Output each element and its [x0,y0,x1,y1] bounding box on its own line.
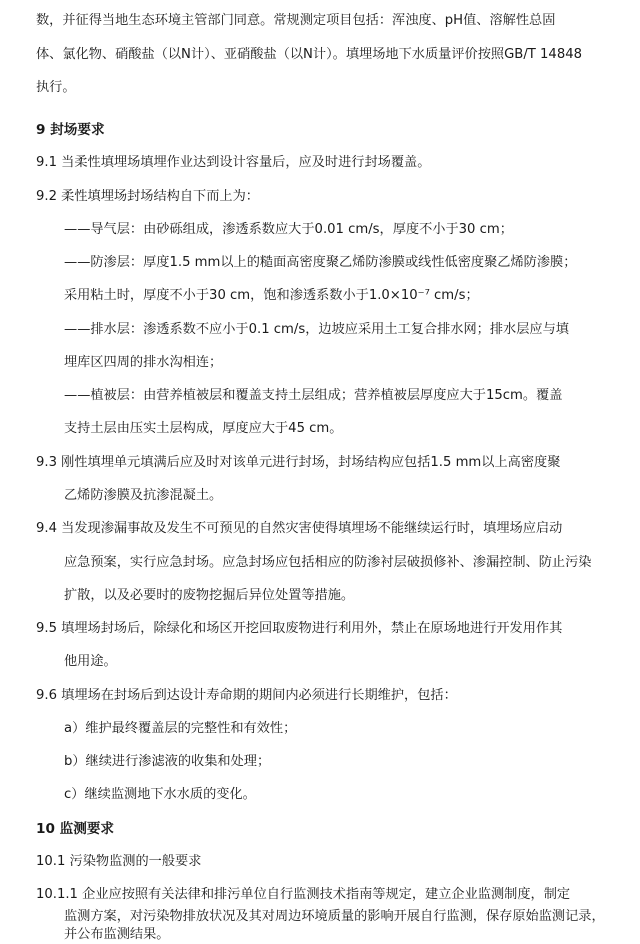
clause-10-1-1-cont: 监测方案，对污染物排放状况及其对周边环境质量的影响开展自行监测，保存原始监测记录， [64,909,605,924]
list-item-gas-layer: ——导气层：由砂砾组成，渗透系数应大于0.01 cm/s，厚度不小于30 cm； [64,222,513,237]
section-heading-10: 10 监测要求 [36,821,115,837]
clause-9-3-cont: 乙烯防渗膜及抗渗混凝土。 [64,488,223,503]
clause-9-3: 9.3 刚性填埋单元填满后应及时对该单元进行封场，封场结构应包括1.5 mm以上高密度聚 [36,455,561,470]
clause-9-2: 9.2 柔性填埋场封场结构自下而上为： [36,189,259,204]
paragraph-line: 体、氯化物、硝酸盐（以N计）、亚硝酸盐（以N计）。填埋场地下水质量评价按照GB/T 14848 [36,47,582,62]
section-heading-9: 9 封场要求 [36,122,105,138]
paragraph-line: 执行。 [36,80,76,95]
list-item-seepage-layer-cont: 采用粘土时，厚度不小于30 cm，饱和渗透系数小于1.0×10⁻⁷ cm/s； [64,288,479,303]
clause-9-1: 9.1 当柔性填埋场填埋作业达到设计容量后，应及时进行封场覆盖。 [36,155,431,170]
list-item-c: c）继续监测地下水水质的变化。 [64,787,256,802]
clause-9-4-cont: 应急预案，实行应急封场。应急封场应包括相应的防渗衬层破损修补、渗漏控制、防止污染 [64,555,592,570]
clause-10-1-1: 10.1.1 企业应按照有关法律和排污单位自行监测技术指南等规定，建立企业监测制度，制定 [36,887,571,902]
list-item-drainage-layer-cont: 埋库区四周的排水沟相连； [64,355,223,370]
clause-9-4: 9.4 当发现渗漏事故及发生不可预见的自然灾害使得填埋场不能继续运行时，填埋场应启动 [36,521,563,536]
list-item-vegetation-layer-cont: 支持土层由压实土层构成，厚度应大于45 cm。 [64,421,343,436]
clause-9-6: 9.6 填埋场在封场后到达设计寿命期的期间内必须进行长期维护，包括： [36,688,457,703]
list-item-b: b）继续进行渗滤液的收集和处理； [64,754,271,769]
clause-10-1-1-cont: 并公布监测结果。 [64,927,170,942]
list-item-a: a）维护最终覆盖层的完整性和有效性； [64,721,297,736]
paragraph-line: 数，并征得当地生态环境主管部门同意。常规测定项目包括：浑浊度、pH值、溶解性总固 [36,13,556,28]
clause-10-1: 10.1 污染物监测的一般要求 [36,854,202,869]
clause-9-5: 9.5 填埋场封场后，除绿化和场区开挖回取废物进行利用外，禁止在原场地进行开发用作其 [36,621,563,636]
list-item-seepage-layer: ——防渗层：厚度1.5 mm以上的糙面高密度聚乙烯防渗膜或线性低密度聚乙烯防渗膜； [64,255,577,270]
clause-9-5-cont: 他用途。 [64,654,117,669]
list-item-vegetation-layer: ——植被层：由营养植被层和覆盖支持土层组成；营养植被层厚度应大于15cm。覆盖 [64,388,563,403]
clause-9-4-cont: 扩散，以及必要时的废物挖掘后异位处置等措施。 [64,588,355,603]
list-item-drainage-layer: ——排水层：渗透系数不应小于0.1 cm/s，边坡应采用土工复合排水网；排水层应与填 [64,322,569,337]
